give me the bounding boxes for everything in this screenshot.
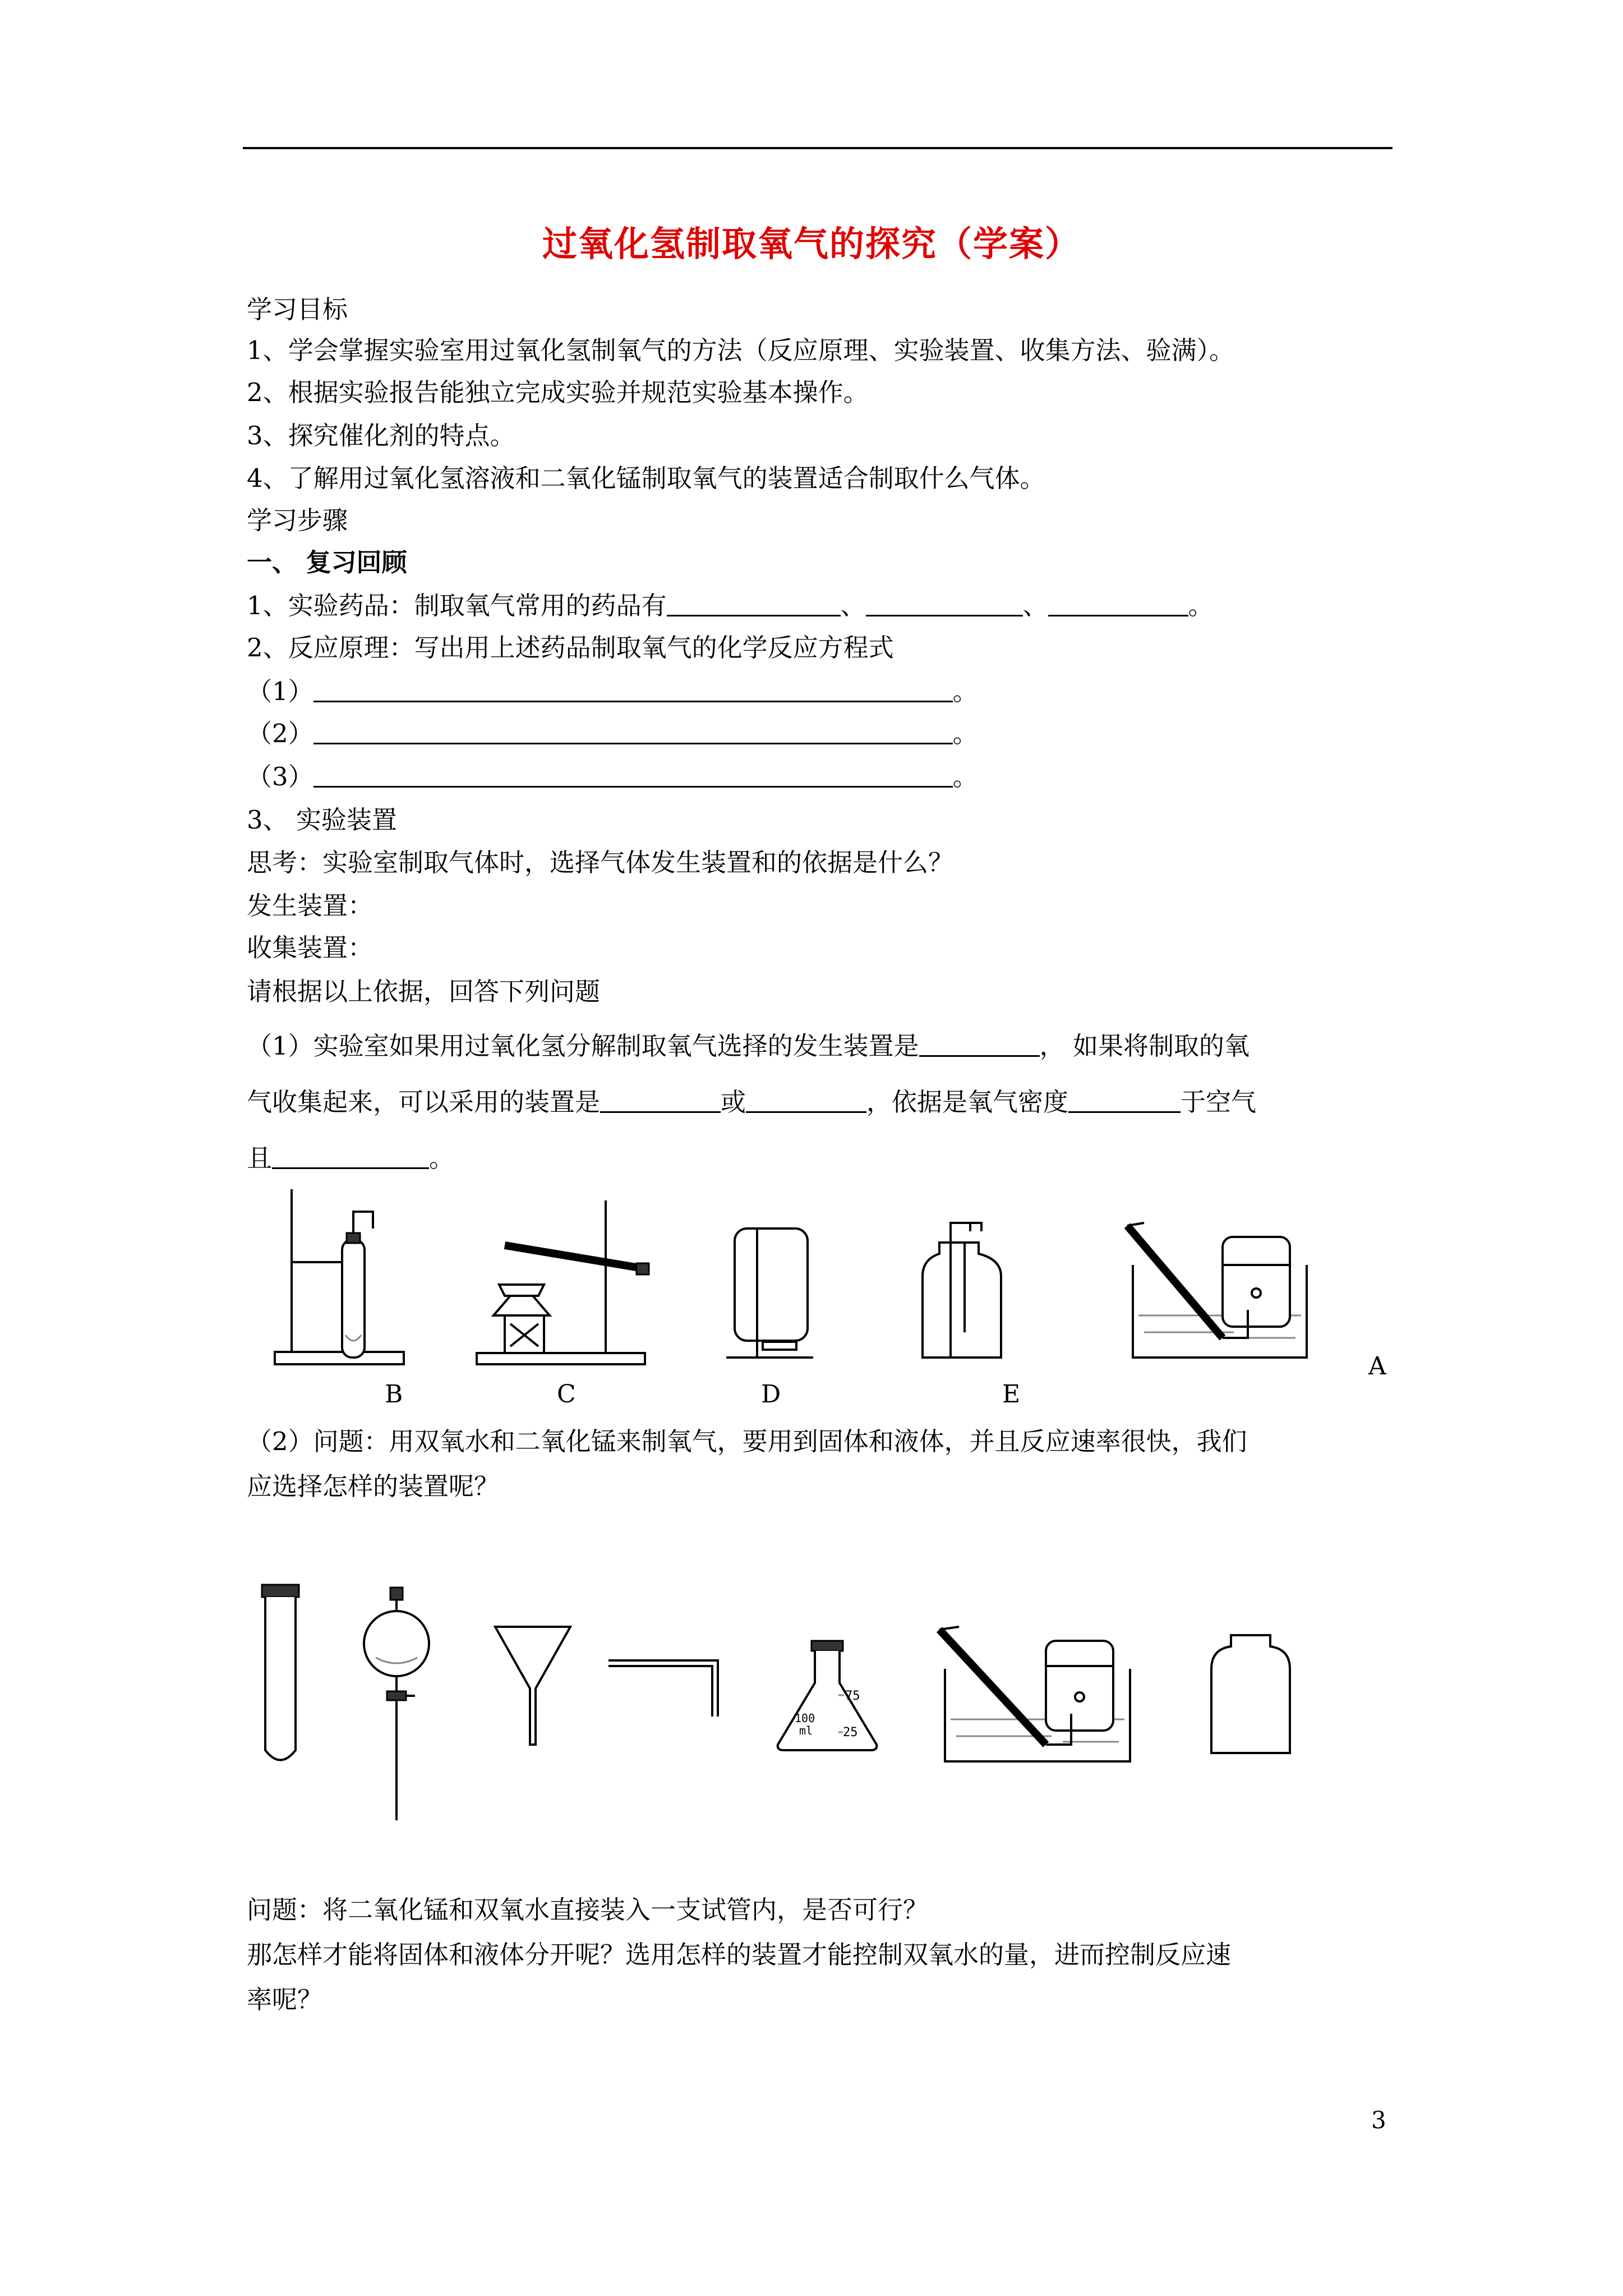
water-trough-collection-icon xyxy=(934,1624,1141,1770)
page-title: 过氧化氢制取氧气的探究（学案） xyxy=(542,223,1081,264)
p1-text: 。 xyxy=(429,1143,455,1173)
answer-blank[interactable] xyxy=(272,1143,429,1169)
answer-prompt: 请根据以上依据，回答下列问题 xyxy=(247,977,601,1006)
goals-heading: 学习目标 xyxy=(247,295,348,324)
q1-separator: 、 xyxy=(1022,591,1048,620)
answer-blank[interactable] xyxy=(746,1087,866,1113)
figure-label-a: A xyxy=(1368,1352,1386,1381)
bent-glass-tube-icon xyxy=(606,1655,729,1722)
flask-mark-25: 25 xyxy=(843,1726,858,1740)
equation-blank[interactable] xyxy=(313,718,953,744)
question-separation-line-1: 那怎样才能将固体和液体分开呢？选用怎样的装置才能控制双氧水的量，进而控制反应速 xyxy=(247,1940,1232,1970)
question-3: 3、 实验装置 xyxy=(247,805,397,835)
section1-heading: 一、 复习回顾 xyxy=(247,547,407,577)
flask-mark-100: 100 xyxy=(795,1711,815,1725)
answer-blank[interactable] xyxy=(1048,590,1188,616)
answer-blank[interactable] xyxy=(866,590,1023,616)
problem-2-line-1: （2）问题：用双氧水和二氧化锰来制氧气，要用到固体和液体，并且反应速率很快，我们 xyxy=(247,1427,1247,1456)
goal-2: 2、根据实验报告能独立完成实验并规范实验基本操作。 xyxy=(247,378,869,407)
equation-end: 。 xyxy=(952,719,978,748)
p1-text: 且 xyxy=(247,1143,273,1173)
equation-end: 。 xyxy=(952,762,978,792)
gas-washing-bottle-e xyxy=(911,1220,1023,1366)
problem-1-line-1 xyxy=(247,1029,1249,1063)
p1-text: 或 xyxy=(721,1087,746,1117)
figure-label-c: C xyxy=(557,1380,576,1409)
goal-1: 1、学会掌握实验室用过氧化氢制氧气的方法（反应原理、实验装置、收集方法、验满）。 xyxy=(247,335,1235,365)
question-feasibility: 问题：将二氧化锰和双氧水直接装入一支试管内，是否可行？ xyxy=(247,1895,929,1925)
page-number: 3 xyxy=(1371,2106,1386,2134)
water-displacement-apparatus xyxy=(1122,1220,1318,1366)
question-1 xyxy=(247,589,1214,623)
separatory-funnel-icon xyxy=(359,1585,435,1826)
p1-text: 气收集起来，可以采用的装置是 xyxy=(247,1087,601,1117)
p1-text: （1）实验室如果用过氧化氢分解制取氧气选择的发生装置是 xyxy=(247,1031,919,1061)
collection-bottle-d xyxy=(723,1223,824,1374)
equation-line-1 xyxy=(247,675,978,708)
q1-separator: 、 xyxy=(840,591,866,620)
equation-blank[interactable] xyxy=(313,676,953,702)
equation-blank[interactable] xyxy=(313,761,953,788)
answer-blank[interactable] xyxy=(600,1087,721,1113)
funnel-icon xyxy=(491,1621,575,1750)
answer-blank[interactable] xyxy=(1068,1087,1181,1113)
header-rule xyxy=(243,147,1393,149)
heating-apparatus xyxy=(471,1195,662,1369)
conical-flask-icon xyxy=(771,1638,883,1756)
gas-jar-icon xyxy=(1206,1630,1295,1759)
goal-3: 3、探究催化剂的特点。 xyxy=(247,421,515,450)
problem-1-line-2 xyxy=(247,1085,1256,1119)
q1-end: 。 xyxy=(1188,591,1214,620)
p1-text: ， 如果将制取的氧 xyxy=(1039,1031,1249,1061)
p1-text: ，依据是氧气密度 xyxy=(866,1087,1069,1117)
equation-label: （3） xyxy=(247,762,313,792)
test-tube-icon xyxy=(255,1582,306,1773)
problem-2-line-2: 应选择怎样的装置呢？ xyxy=(247,1471,500,1501)
equation-label: （2） xyxy=(247,719,313,748)
flask-unit-ml: ml xyxy=(799,1724,813,1737)
q1-text: 1、实验药品：制取氧气常用的药品有 xyxy=(247,591,667,620)
test-tube-stand-apparatus xyxy=(269,1178,415,1369)
question-2: 2、反应原理：写出用上述药品制取氧气的化学反应方程式 xyxy=(247,633,894,662)
figure-label-d: D xyxy=(761,1380,781,1409)
goal-4: 4、了解用过氧化氢溶液和二氧化锰制取氧气的装置适合制取什么气体。 xyxy=(247,463,1045,493)
equation-line-3 xyxy=(247,760,978,794)
answer-blank[interactable] xyxy=(919,1030,1040,1057)
p1-text: 于空气 xyxy=(1181,1087,1257,1117)
think-question: 思考：实验室制取气体时，选择气体发生装置和的依据是什么？ xyxy=(247,848,954,877)
figure-label-b: B xyxy=(385,1380,403,1409)
question-separation-line-2: 率呢？ xyxy=(247,1985,323,2014)
collector-label: 收集装置： xyxy=(247,933,374,963)
equation-end: 。 xyxy=(952,677,978,706)
problem-1-line-3 xyxy=(247,1142,454,1175)
generator-label: 发生装置： xyxy=(247,891,374,921)
equation-line-2 xyxy=(247,717,978,751)
figure-label-e: E xyxy=(1002,1380,1021,1409)
steps-heading: 学习步骤 xyxy=(247,505,348,535)
answer-blank[interactable] xyxy=(667,590,841,616)
flask-mark-75: 75 xyxy=(845,1689,860,1703)
equation-label: （1） xyxy=(247,677,313,706)
